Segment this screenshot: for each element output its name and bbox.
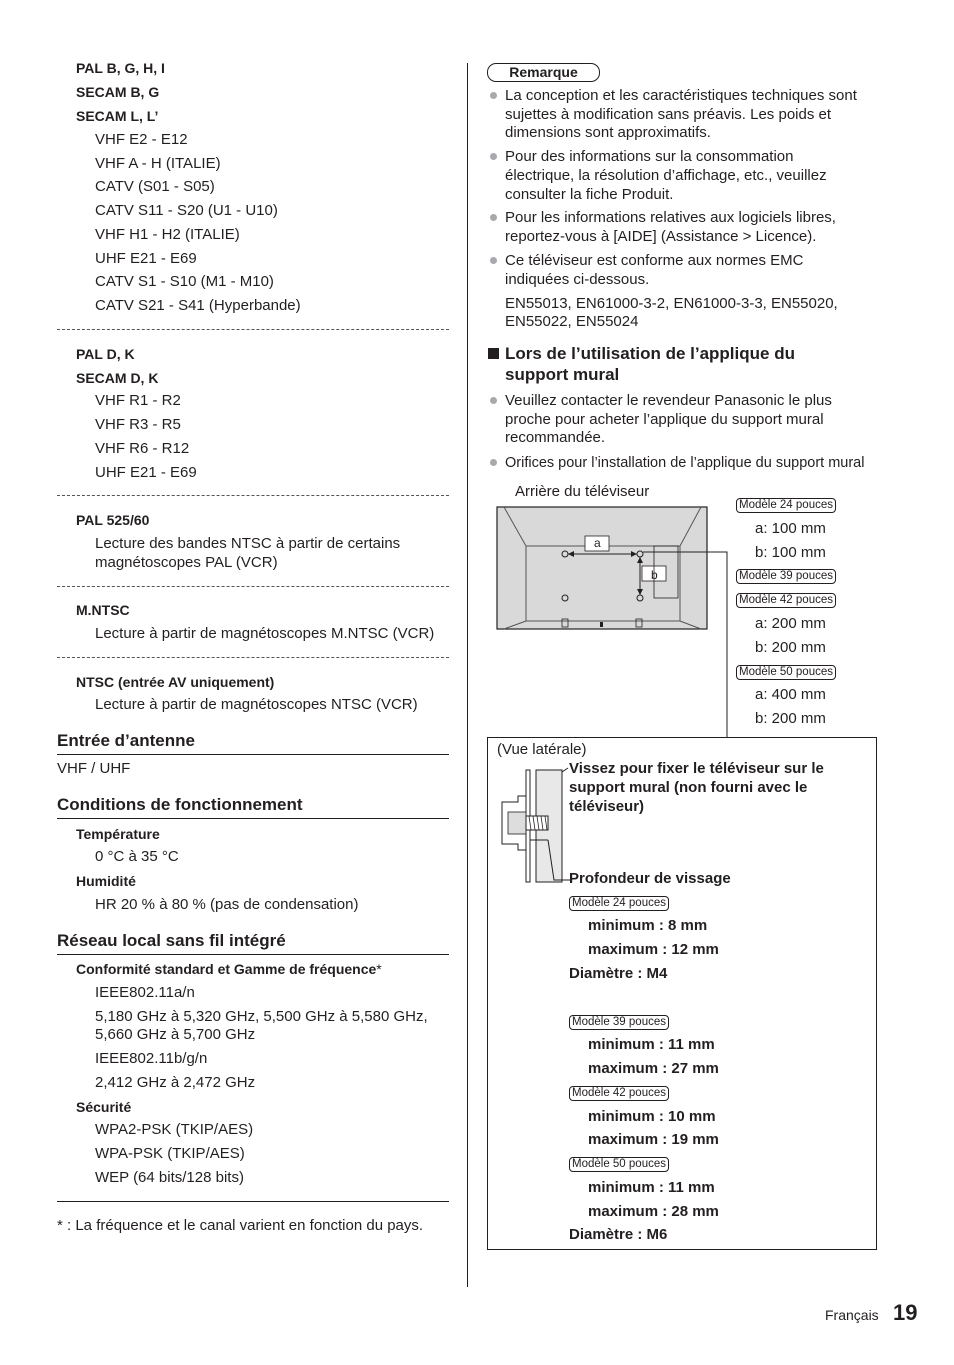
divider (57, 495, 449, 496)
depth-min: minimum : 11 mm (588, 1179, 715, 1196)
column-separator (467, 63, 468, 1287)
antenna-value: VHF / UHF (57, 760, 131, 777)
security-value: WEP (64 bits/128 bits) (95, 1169, 244, 1186)
band-item: VHF A - H (ITALIE) (95, 155, 221, 172)
security-label: Sécurité (76, 1099, 132, 1115)
heading-rule (57, 754, 449, 755)
note-text: Veuillez contacter le revendeur Panasonic le plus (505, 392, 832, 409)
pal525-text: magnétoscopes PAL (VCR) (95, 554, 278, 571)
band-item: CATV S1 - S10 (M1 - M10) (95, 273, 274, 290)
note-text: indiquées ci-dessous. (505, 271, 650, 288)
system-pal-dk: PAL D, K (76, 346, 135, 362)
depth-max: maximum : 12 mm (588, 941, 719, 958)
band-item: UHF E21 - E69 (95, 250, 197, 267)
bullet-icon (490, 214, 497, 221)
band-item: VHF R1 - R2 (95, 392, 181, 409)
model-tag-50: Modèle 50 pouces (736, 665, 836, 680)
screw-instruction: support mural (non fourni avec le (569, 779, 808, 796)
antenna-heading: Entrée d’antenne (57, 731, 195, 750)
band-item: VHF R6 - R12 (95, 440, 190, 457)
conditions-heading: Conditions de fonctionnement (57, 795, 303, 814)
mntsc-text: Lecture à partir de magnétoscopes M.NTSC (VCR) (95, 625, 435, 642)
pal525-text: Lecture des bandes NTSC à partir de certains (95, 535, 401, 552)
model-tag-39: Modèle 39 pouces (736, 569, 836, 584)
depth-min: minimum : 11 mm (588, 1036, 715, 1053)
bullet-icon (490, 257, 497, 264)
note-text: sujettes à modification sans préavis. Les poids et (505, 106, 832, 123)
band-item: CATV (S01 - S05) (95, 178, 215, 195)
norms-text: EN55022, EN55024 (505, 313, 639, 330)
ntsc-text: Lecture à partir de magnétoscopes NTSC (VCR) (95, 696, 418, 713)
wlan-frequency: 2,412 GHz à 2,472 GHz (95, 1074, 256, 1091)
square-bullet-icon (488, 348, 499, 359)
depth-min: minimum : 10 mm (588, 1108, 716, 1125)
note-text: électrique, la résolution d’affichage, etc., veuillez (505, 167, 827, 184)
norms-text: EN55013, EN61000-3-2, EN61000-3-3, EN55020, (505, 295, 838, 312)
band-item: CATV S21 - S41 (Hyperbande) (95, 297, 301, 314)
model-tag-42: Modèle 42 pouces (569, 1086, 669, 1101)
divider (57, 329, 449, 330)
note-text: dimensions sont approximatifs. (505, 124, 711, 141)
temperature-label: Température (76, 826, 160, 842)
band-item: UHF E21 - E69 (95, 464, 197, 481)
note-text: consulter la fiche Produit. (505, 186, 674, 203)
diameter: Diamètre : M6 (569, 1226, 668, 1243)
footer-language: Français (825, 1307, 879, 1323)
band-item: VHF R3 - R5 (95, 416, 181, 433)
bullet-icon (490, 153, 497, 160)
note-text: Ce téléviseur est conforme aux normes EMC (505, 252, 804, 269)
temperature-value: 0 °C à 35 °C (95, 848, 179, 865)
dimension-a: a (594, 536, 601, 550)
wlan-standard: IEEE802.11b/g/n (95, 1050, 208, 1067)
depth-label: Profondeur de vissage (569, 870, 731, 887)
note-text: reportez-vous à [AIDE] (Assistance > Licence). (505, 228, 817, 245)
bullet-icon (490, 397, 497, 404)
ntsc-title: NTSC (entrée AV uniquement) (76, 674, 275, 690)
pal525-title: PAL 525/60 (76, 512, 150, 528)
wlan-standard: IEEE802.11a/n (95, 984, 195, 1001)
humidity-value: HR 20 % à 80 % (pas de condensation) (95, 896, 359, 913)
model-tag-24: Modèle 24 pouces (736, 498, 836, 513)
mntsc-title: M.NTSC (76, 602, 130, 618)
humidity-label: Humidité (76, 873, 136, 889)
dimension-value: b: 200 mm (755, 639, 826, 656)
depth-min: minimum : 8 mm (588, 917, 708, 934)
wall-heading: support mural (505, 365, 620, 384)
model-tag-24: Modèle 24 pouces (569, 896, 669, 911)
security-value: WPA-PSK (TKIP/AES) (95, 1145, 245, 1162)
bullet-icon (490, 92, 497, 99)
screw-instruction: téléviseur) (569, 798, 645, 815)
note-text: Pour des informations sur la consommation (505, 148, 794, 165)
dimension-value: a: 400 mm (755, 686, 826, 703)
system-secam-dk: SECAM D, K (76, 370, 159, 386)
wlan-frequency: 5,660 GHz à 5,700 GHz (95, 1026, 256, 1043)
wall-heading: Lors de l’utilisation de l’applique du (505, 344, 795, 363)
dimension-value: b: 200 mm (755, 710, 826, 727)
wlan-frequency: 5,180 GHz à 5,320 GHz, 5,500 GHz à 5,580 GHz, (95, 1008, 428, 1025)
wlan-standard-label: Conformité standard et Gamme de fréquence* (76, 961, 382, 977)
security-value: WPA2-PSK (TKIP/AES) (95, 1121, 254, 1138)
footnote: * : La fréquence et le canal varient en fonction du pays. (57, 1217, 424, 1234)
note-text: La conception et les caractéristiques techniques sont (505, 87, 857, 104)
bullet-icon (490, 459, 497, 466)
side-view-label: (Vue latérale) (497, 741, 587, 758)
note-text: Orifices pour l’installation de l’applique du support mural (505, 455, 865, 471)
note-text: recommandée. (505, 429, 606, 446)
model-tag-50: Modèle 50 pouces (569, 1157, 669, 1172)
depth-max: maximum : 19 mm (588, 1131, 719, 1148)
system-secam-bg: SECAM B, G (76, 84, 160, 100)
diameter: Diamètre : M4 (569, 965, 668, 982)
band-item: VHF E2 - E12 (95, 131, 188, 148)
depth-max: maximum : 27 mm (588, 1060, 719, 1077)
heading-rule (57, 818, 449, 819)
model-tag-39: Modèle 39 pouces (569, 1015, 669, 1030)
divider (57, 586, 449, 587)
dimension-value: a: 200 mm (755, 615, 826, 632)
screw-instruction: Vissez pour fixer le téléviseur sur le (569, 760, 824, 777)
dimension-value: a: 100 mm (755, 520, 826, 537)
page-number: 19 (893, 1300, 918, 1325)
dimension-b: b (651, 568, 658, 582)
model-tag-42: Modèle 42 pouces (736, 593, 836, 608)
band-item: VHF H1 - H2 (ITALIE) (95, 226, 240, 243)
depth-max: maximum : 28 mm (588, 1203, 719, 1220)
side-view-diagram (496, 766, 572, 884)
system-pal-bghi: PAL B, G, H, I (76, 60, 165, 76)
band-item: CATV S11 - S20 (U1 - U10) (95, 202, 278, 219)
note-text: proche pour acheter l’applique du support mural (505, 411, 824, 428)
heading-rule (57, 954, 449, 955)
remark-label: Remarque (487, 63, 600, 82)
divider (57, 657, 449, 658)
rear-label: Arrière du téléviseur (515, 483, 650, 500)
wlan-heading: Réseau local sans fil intégré (57, 931, 286, 950)
footnote-rule (57, 1201, 449, 1202)
system-secam-ll: SECAM L, L’ (76, 108, 159, 124)
tv-rear-diagram (496, 506, 730, 738)
dimension-value: b: 100 mm (755, 544, 826, 561)
note-text: Pour les informations relatives aux logiciels libres, (505, 209, 836, 226)
